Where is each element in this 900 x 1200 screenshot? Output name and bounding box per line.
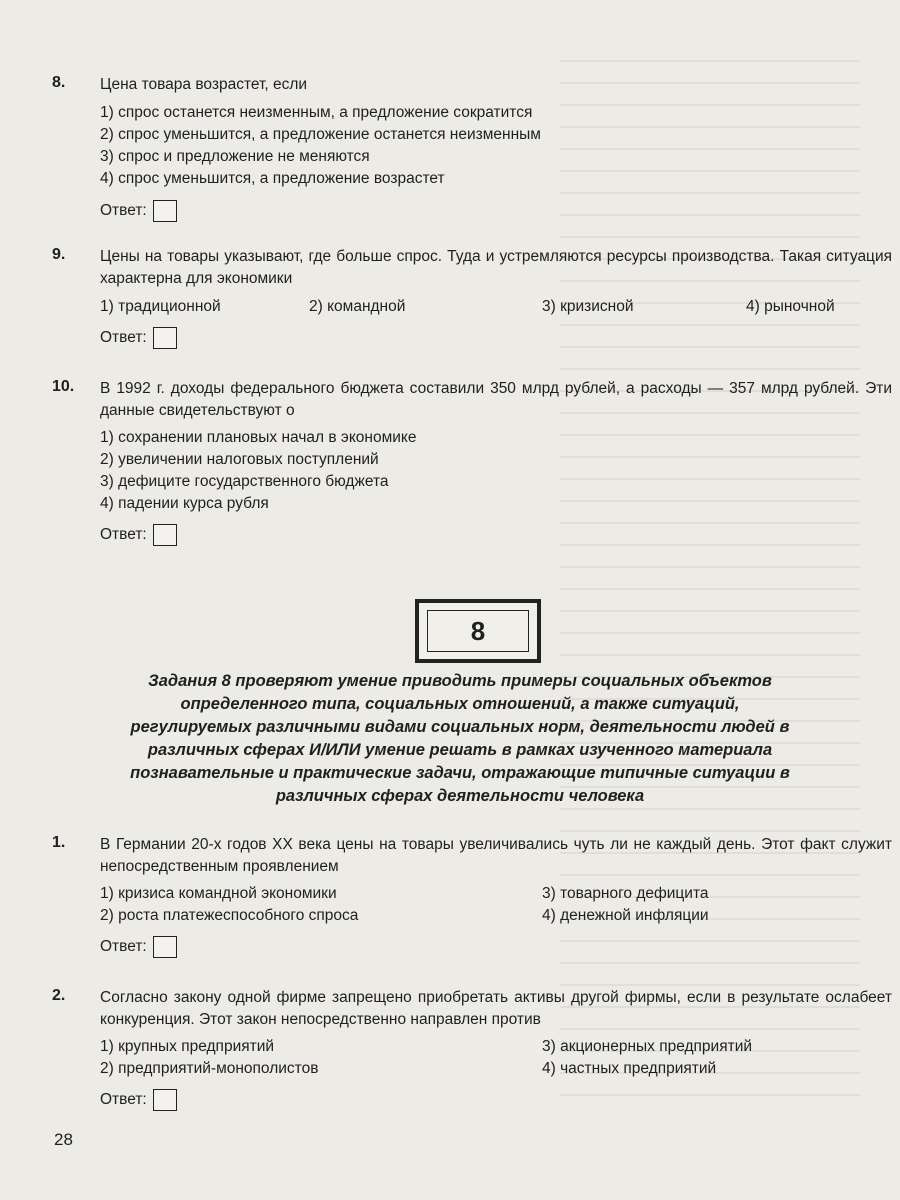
option: 2) увеличении налоговых поступлений: [100, 451, 379, 468]
option: 4) рыночной: [746, 298, 835, 315]
answer-label: Ответ:: [100, 526, 147, 543]
question-text: В 1992 г. доходы федерального бюджета составили 350 млрд рублей, а расходы — 357 млрд рублей. Эти данные свидетельствуют о: [100, 380, 892, 419]
option: 4) денежной инфляции: [542, 907, 709, 924]
question-1: [52, 834, 892, 958]
option: 3) акционерных предприятий: [542, 1038, 753, 1055]
answer-box[interactable]: [153, 327, 177, 349]
option: 4) частных предприятий: [542, 1060, 717, 1077]
answer-label: Ответ:: [100, 938, 147, 955]
option: 1) традиционной: [100, 298, 221, 315]
options-list: [100, 1036, 892, 1080]
answer-label: Ответ:: [100, 1091, 147, 1108]
question-number: 10.: [52, 378, 75, 395]
answer-row: [100, 524, 892, 546]
question-text: В Германии 20-х годов XX века цены на товары увеличивались чуть ли не каждый день. Этот факт служит непосредственным проявлением: [100, 836, 892, 875]
options-list: [100, 296, 892, 318]
options-list: [100, 883, 892, 927]
answer-label: Ответ:: [100, 202, 147, 219]
question-10: [52, 378, 892, 546]
question-number: 9.: [52, 246, 66, 263]
question-9: [52, 246, 892, 349]
section-description: Задания 8 проверяют умение приводить примеры социальных объектов определенного типа, социальных отношений, а также ситуаций, регулируемых различными видами социальных норм, деятельности людей в различных сферах И/ИЛИ умение решать в рамках изученного материала познавательные и практические задачи, отражающие типичные ситуации в различных сферах деятельности человека: [130, 672, 790, 805]
options-list: [100, 427, 892, 515]
question-2: [52, 987, 892, 1111]
answer-label: Ответ:: [100, 329, 147, 346]
answer-row: [100, 1089, 892, 1111]
question-text: Цена товара возрастет, если: [100, 76, 308, 93]
question-text: Согласно закону одной фирме запрещено приобретать активы другой фирмы, если в результате ослабеет конкуренция. Этот закон непосредственно направлен против: [100, 989, 892, 1028]
answer-box[interactable]: [153, 1089, 177, 1111]
answer-row: [100, 327, 892, 349]
option: 4) падении курса рубля: [100, 495, 269, 512]
option: 3) товарного дефицита: [542, 885, 709, 902]
answer-box[interactable]: [153, 936, 177, 958]
section-number-box: [415, 599, 541, 663]
option: 2) командной: [309, 298, 406, 315]
answer-box[interactable]: [153, 524, 177, 546]
question-number: 8.: [52, 74, 66, 91]
option: 2) предприятий-монополистов: [100, 1060, 319, 1077]
option: 3) спрос и предложение не меняются: [100, 148, 370, 165]
option: 3) дефиците государственного бюджета: [100, 473, 389, 490]
option: 1) крупных предприятий: [100, 1038, 275, 1055]
question-number: 2.: [52, 987, 66, 1004]
answer-row: [100, 200, 892, 222]
option: 2) спрос уменьшится, а предложение останется неизменным: [100, 126, 541, 143]
options-list: [100, 102, 892, 190]
option: 2) роста платежеспособного спроса: [100, 907, 359, 924]
option: 1) сохранении плановых начал в экономике: [100, 429, 417, 446]
question-8: [52, 74, 892, 222]
option: 3) кризисной: [542, 298, 634, 315]
option: 4) спрос уменьшится, а предложение возрастет: [100, 170, 445, 187]
question-number: 1.: [52, 834, 66, 851]
answer-box[interactable]: [153, 200, 177, 222]
answer-row: [100, 936, 892, 958]
section-number: 8: [427, 610, 529, 652]
question-text: Цены на товары указывают, где больше спрос. Туда и устремляются ресурсы производства. Такая ситуация характерна для экономики: [100, 248, 892, 287]
page-number: 28: [54, 1130, 73, 1149]
option: 1) кризиса командной экономики: [100, 885, 337, 902]
option: 1) спрос останется неизменным, а предложение сократится: [100, 104, 533, 121]
